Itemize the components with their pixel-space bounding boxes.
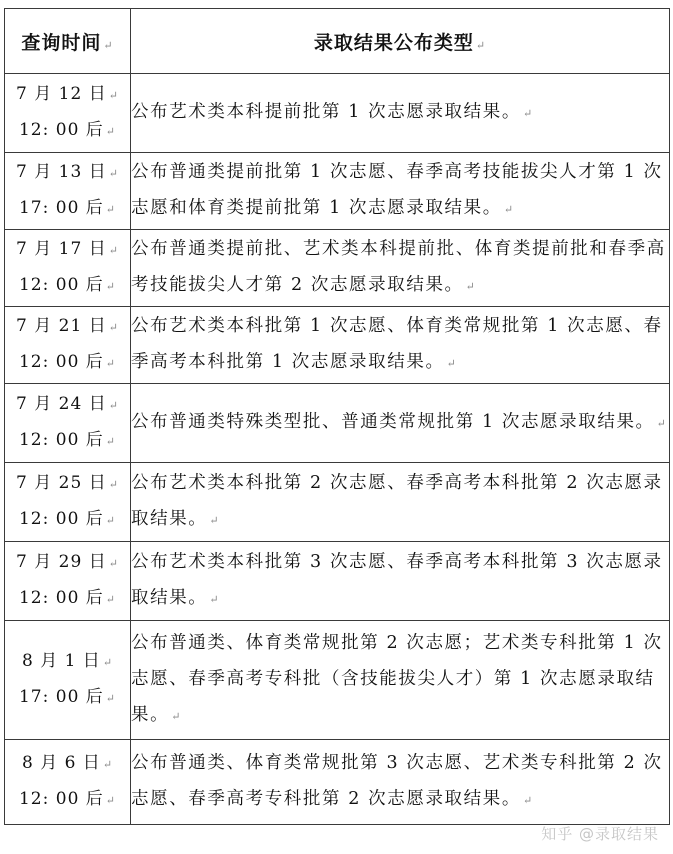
- query-hour: 17: 00 后: [18, 198, 104, 218]
- result-type-cell: 公布艺术类本科批第 1 次志愿、体育类常规批第 1 次志愿、春季高考本科批第 1 次志愿录取结果。 ↵: [131, 307, 670, 384]
- table-row: [5, 384, 670, 463]
- query-date: 7 月 13 日: [16, 162, 107, 182]
- query-time-cell: 7 月 24 日 ↵ 12: 00 后 ↵: [5, 384, 131, 463]
- query-date: 7 月 17 日: [16, 239, 107, 259]
- watermark: 知乎 @录取结果: [541, 825, 659, 843]
- result-type-text: 公布普通类、体育类常规批第 2 次志愿；艺术类专科批第 1 次志愿、春季高考专科批（含技能拔尖人才）第 1 次志愿录取结果。: [131, 633, 663, 725]
- query-date: 7 月 21 日: [16, 316, 107, 336]
- paragraph-mark-icon: ↵: [475, 38, 487, 52]
- table-row: [5, 542, 670, 621]
- result-type-text: 公布普通类特殊类型批、普通类常规批第 1 次志愿录取结果。: [131, 412, 655, 432]
- query-hour: 12: 00 后: [18, 275, 104, 295]
- result-type-cell: 公布普通类特殊类型批、普通类常规批第 1 次志愿录取结果。 ↵: [131, 384, 670, 463]
- query-date: 7 月 12 日: [16, 84, 107, 104]
- query-time-cell: 7 月 12 日 ↵ 12: 00 后 ↵: [5, 74, 131, 153]
- query-time-cell: 7 月 17 日 ↵ 12: 00 后 ↵: [5, 230, 131, 307]
- result-type-text: 公布艺术类本科批第 3 次志愿、春季高考本科批第 3 次志愿录取结果。: [131, 552, 663, 608]
- result-type-text: 公布艺术类本科批第 1 次志愿、体育类常规批第 1 次志愿、春季高考本科批第 1 次志愿录取结果。: [131, 316, 663, 372]
- table-row: [5, 230, 670, 307]
- query-hour: 12: 00 后: [18, 588, 104, 608]
- query-hour: 12: 00 后: [18, 509, 104, 529]
- result-type-text: 公布艺术类本科提前批第 1 次志愿录取结果。: [131, 102, 521, 122]
- query-hour: 12: 00 后: [18, 430, 104, 450]
- paragraph-mark-icon: ↵: [103, 38, 114, 52]
- table-row: [5, 463, 670, 542]
- query-date: 8 月 1 日: [21, 651, 101, 671]
- result-type-text: 公布普通类提前批、艺术类本科提前批、体育类提前批和春季高考技能拔尖人才第 2 次志愿录取结果。: [131, 239, 666, 295]
- query-time-cell: 7 月 21 日 ↵ 12: 00 后 ↵: [5, 307, 131, 384]
- query-date: 7 月 29 日: [16, 552, 107, 572]
- table-row: [5, 621, 670, 740]
- table-row: [5, 307, 670, 384]
- query-date: 7 月 24 日: [16, 394, 107, 414]
- result-type-cell: 公布普通类提前批、艺术类本科提前批、体育类提前批和春季高考技能拔尖人才第 2 次志愿录取结果。 ↵: [131, 230, 670, 307]
- result-type-text: 公布艺术类本科批第 2 次志愿、春季高考本科批第 2 次志愿录取结果。: [131, 473, 663, 529]
- header-query-time: 查询时间 ↵: [5, 9, 131, 74]
- result-type-cell: 公布艺术类本科批第 3 次志愿、春季高考本科批第 3 次志愿录取结果。 ↵: [131, 542, 670, 621]
- query-time-cell: 7 月 13 日 ↵ 17: 00 后 ↵: [5, 153, 131, 230]
- query-date: 7 月 25 日: [16, 473, 107, 493]
- result-type-cell: 公布普通类提前批第 1 次志愿、春季高考技能拔尖人才第 1 次志愿和体育类提前批第 1 次志愿录取结果。 ↵: [131, 153, 670, 230]
- query-hour: 12: 00 后: [18, 789, 104, 809]
- result-type-cell: 公布艺术类本科提前批第 1 次志愿录取结果。 ↵: [131, 74, 670, 153]
- admission-results-table: [4, 8, 670, 825]
- query-time-cell: 7 月 25 日 ↵ 12: 00 后 ↵: [5, 463, 131, 542]
- result-type-text: 公布普通类提前批第 1 次志愿、春季高考技能拔尖人才第 1 次志愿和体育类提前批第 1 次志愿录取结果。: [131, 162, 663, 218]
- query-date: 8 月 6 日: [21, 753, 101, 773]
- table-header-row: [5, 9, 670, 74]
- query-time-cell: 8 月 6 日 ↵ 12: 00 后 ↵: [5, 740, 131, 825]
- query-hour: 17: 00 后: [18, 687, 104, 707]
- header-result-type: 录取结果公布类型 ↵: [131, 9, 670, 74]
- table-row: [5, 740, 670, 825]
- result-type-text: 公布普通类、体育类常规批第 3 次志愿、艺术类专科批第 2 次志愿、春季高考专科批第 2 次志愿录取结果。: [131, 753, 663, 809]
- result-type-cell: 公布普通类、体育类常规批第 2 次志愿；艺术类专科批第 1 次志愿、春季高考专科批（含技能拔尖人才）第 1 次志愿录取结果。 ↵: [131, 621, 670, 740]
- query-time-cell: 7 月 29 日 ↵ 12: 00 后 ↵: [5, 542, 131, 621]
- result-type-cell: 公布普通类、体育类常规批第 3 次志愿、艺术类专科批第 2 次志愿、春季高考专科批第 2 次志愿录取结果。 ↵: [131, 740, 670, 825]
- query-time-cell: 8 月 1 日 ↵ 17: 00 后 ↵: [5, 621, 131, 740]
- table-row: [5, 153, 670, 230]
- query-hour: 12: 00 后: [18, 120, 104, 140]
- result-type-cell: 公布艺术类本科批第 2 次志愿、春季高考本科批第 2 次志愿录取结果。 ↵: [131, 463, 670, 542]
- table-row: [5, 74, 670, 153]
- query-hour: 12: 00 后: [18, 352, 104, 372]
